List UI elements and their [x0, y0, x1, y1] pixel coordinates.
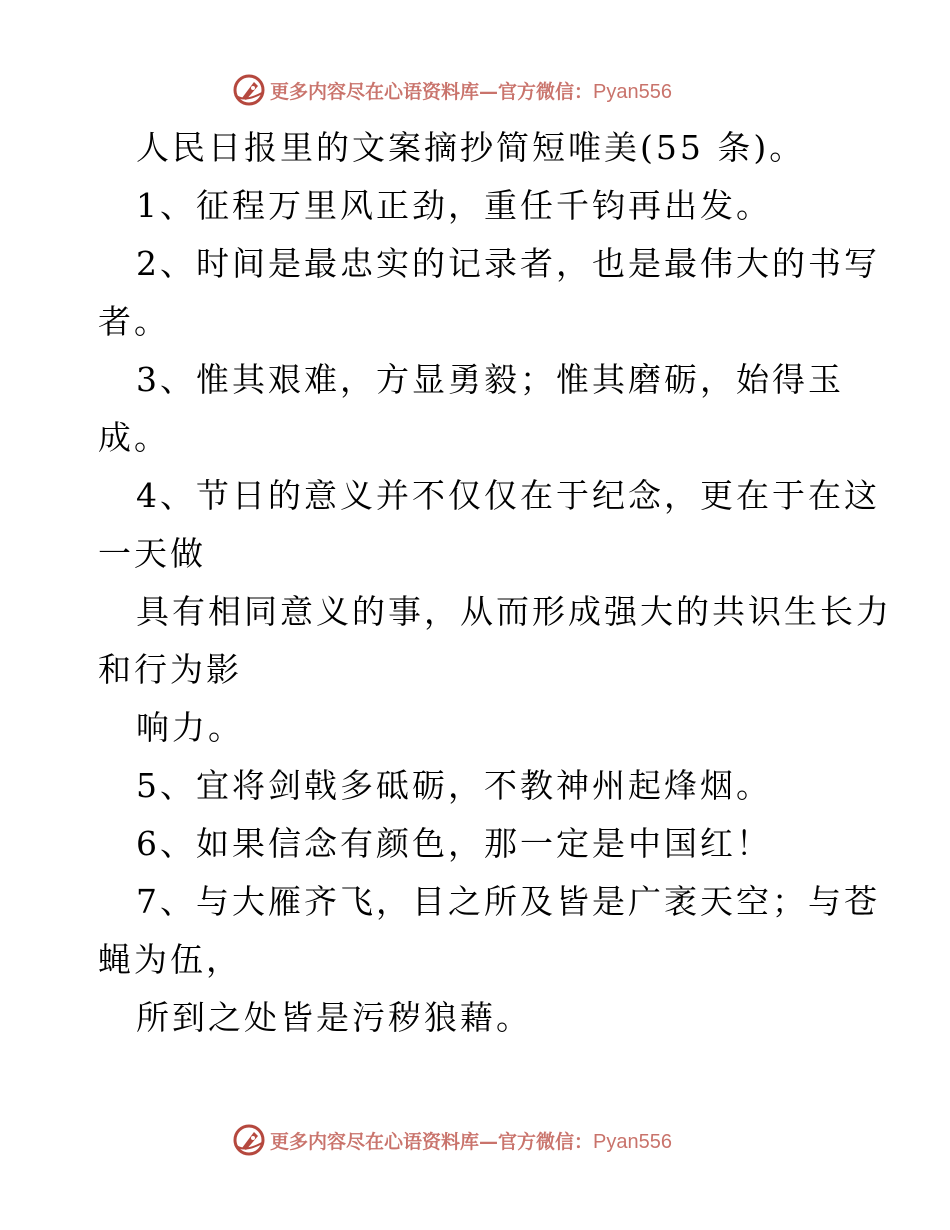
header-banner-text: 更多内容尽在心语资料库—官方微信：Pyan556 [270, 80, 672, 103]
text-line: 7、与大雁齐飞，目之所及皆是广袤天空；与苍 [136, 882, 880, 921]
text-line: 具有相同意义的事，从而形成强大的共识生长力 [136, 592, 892, 631]
text-line: 和行为影 [98, 650, 242, 689]
footer-banner-content [232, 1122, 672, 1158]
text-line: 蝇为伍， [98, 940, 242, 979]
text-line: 2、时间是最忠实的记录者，也是最伟大的书写 [136, 244, 880, 283]
text-line: 1、征程万里风正劲，重任千钧再出发。 [136, 186, 772, 225]
pen-nib-circle-icon [232, 73, 266, 107]
text-line: 一天做 [98, 534, 206, 573]
text-line: 3、惟其艰难，方显勇毅；惟其磨砺，始得玉 [136, 360, 844, 399]
text-line: 6、如果信念有颜色，那一定是中国红！ [136, 824, 772, 863]
footer-banner-text: 更多内容尽在心语资料库—官方微信：Pyan556 [270, 1130, 672, 1153]
footer-banner [0, 1120, 950, 1160]
text-line: 成。 [98, 418, 170, 457]
header-wechat-id: Pyan556 [593, 80, 672, 103]
text-line: 4、节日的意义并不仅仅在于纪念，更在于在这 [136, 476, 880, 515]
text-line: 5、宜将剑戟多砥砺，不教神州起烽烟。 [136, 766, 772, 805]
footer-wechat-id: Pyan556 [593, 1130, 672, 1153]
text-line: 所到之处皆是污秽狼藉。 [136, 998, 532, 1037]
header-banner [0, 70, 950, 110]
text-line: 响力。 [136, 708, 244, 747]
doc-title: 人民日报里的文案摘抄简短唯美(55 条)。 [136, 128, 806, 167]
header-banner-content [232, 72, 672, 108]
text-line: 者。 [98, 302, 170, 341]
pen-nib-circle-icon [232, 1123, 266, 1157]
